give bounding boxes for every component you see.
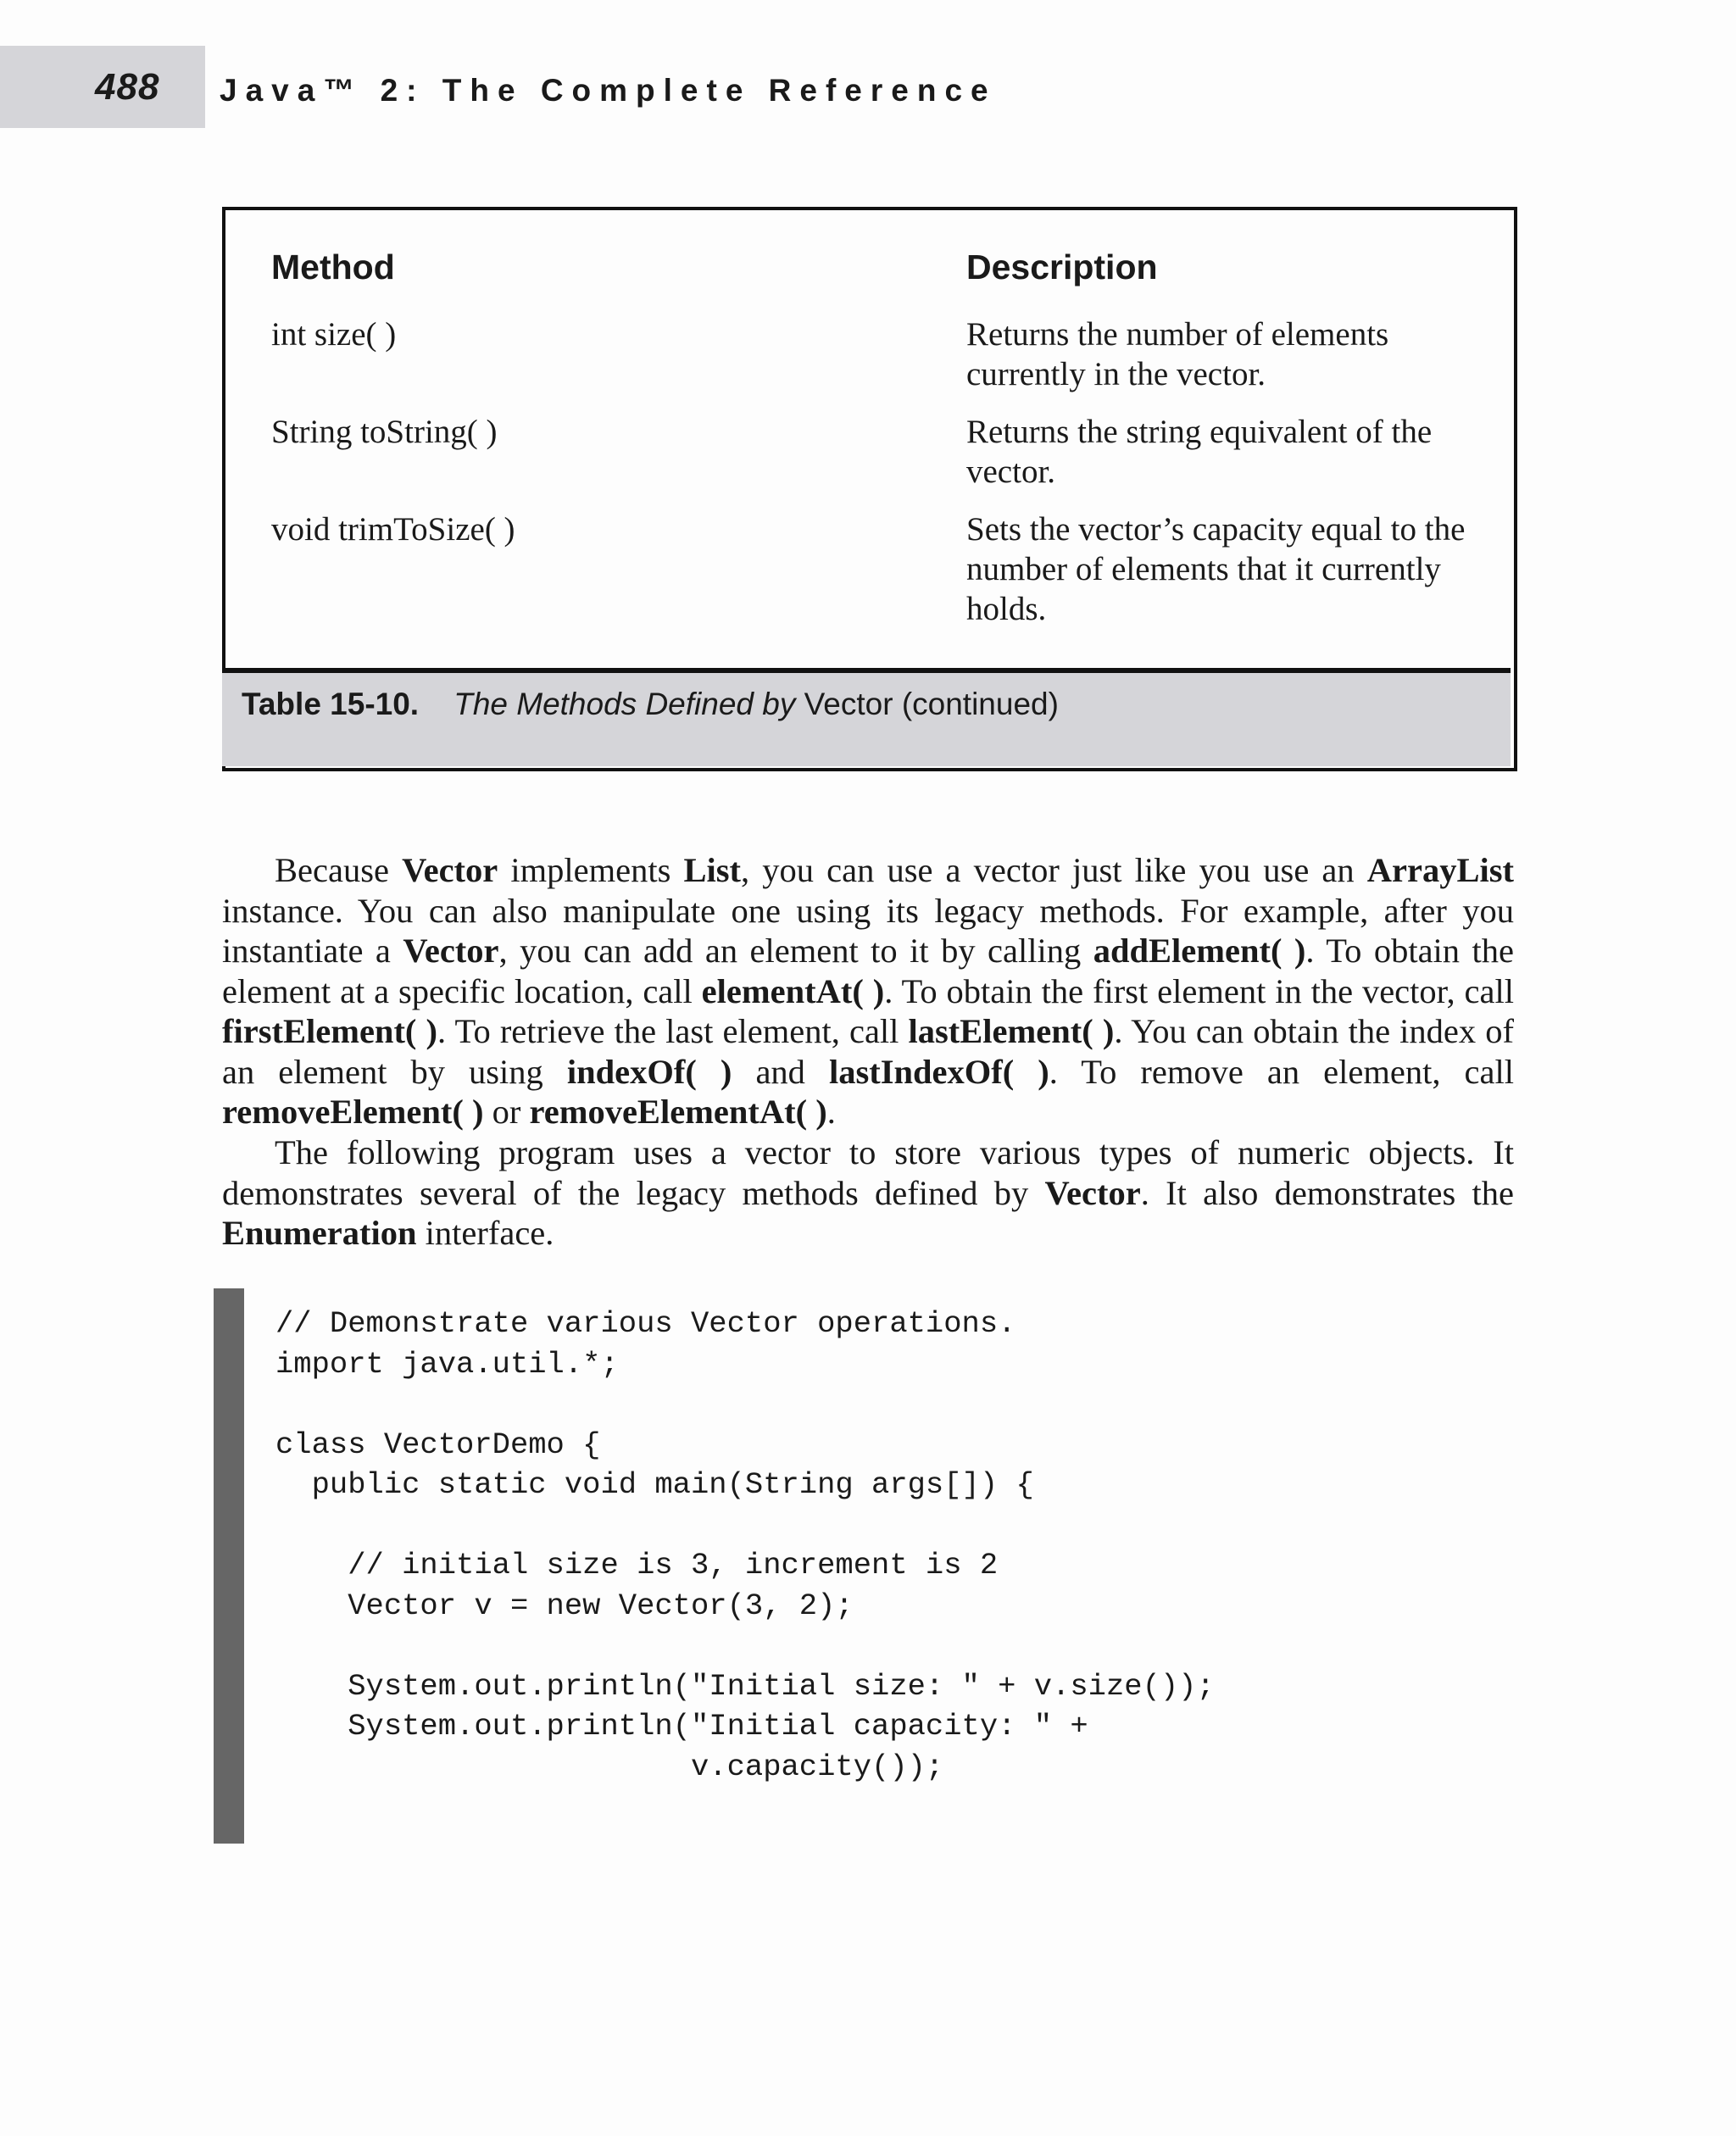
table-row-description: Returns the string equivalent of the vector. [966,414,1433,490]
code-line: class VectorDemo { [275,1427,601,1462]
bold-term: Vector [402,851,498,889]
paragraph-text: , you can add an element to it by calling [498,932,1093,970]
bold-term: List [683,851,741,889]
bold-term: ArrayList [1366,851,1514,889]
table-row-method: int size( ) [271,316,397,353]
table-row-description: Returns the number of elements currently in the vector. [966,316,1389,392]
column-header-method: Method [271,248,395,286]
code-line: v.capacity()); [275,1749,944,1784]
bold-term: lastElement( ) [908,1012,1115,1050]
paragraph-text: The following program uses a vector to store various types of numeric objects. It demonstrates several of the legacy methods defined by [222,1133,1514,1212]
code-listing-bar [214,1288,244,1844]
table-row-description: Sets the vector’s capacity equal to the number of elements that it currently holds. [966,511,1466,627]
bold-term: addElement( ) [1093,932,1306,970]
table-caption-suffix: (continued) [901,687,1059,721]
code-line [275,1384,1215,1425]
paragraph-text: or [483,1093,530,1131]
table-caption-class: Vector [804,687,893,721]
code-listing [275,1304,1215,1787]
body-paragraph [222,1132,1514,1254]
bold-term: lastIndexOf( ) [828,1052,1049,1091]
column-header-description: Description [966,248,1158,286]
code-line: System.out.println("Initial size: " + v.size()); [275,1668,1215,1704]
table-row-method: String toString( ) [271,414,498,450]
bold-term: firstElement( ) [222,1012,438,1050]
code-line: // initial size is 3, increment is 2 [275,1548,999,1583]
paragraph-text: implements [498,851,684,889]
running-title: Java™ 2: The Complete Reference [220,73,997,108]
paragraph-text: . To obtain the element at a specific location, call [222,932,1514,1010]
paragraph-text: . To remove an element, call [1049,1052,1514,1091]
paragraph-text: instance. You can also manipulate one using its legacy methods. For example, after you instantiate a [222,891,1514,970]
bold-term: elementAt( ) [701,971,885,1010]
code-line: public static void main(String args[]) { [275,1467,1034,1502]
paragraph-text: . [826,1093,836,1131]
bold-term: indexOf( ) [566,1052,732,1091]
paragraph-text: . You can obtain the index of an element by using [222,1012,1514,1091]
code-line: Vector v = new Vector(3, 2); [275,1588,854,1623]
bold-term: Enumeration [222,1214,417,1252]
table-caption-title: The Methods Defined by [453,687,796,721]
paragraph-text: , you can use a vector just like you use an [741,851,1367,889]
code-line: System.out.println("Initial capacity: " + [275,1709,1088,1744]
paragraph-text: and [732,1052,829,1091]
paragraph-text: interface. [416,1214,554,1252]
paragraph-text: Because [275,851,403,889]
paragraph-text: . It also demonstrates the [1140,1173,1514,1212]
code-line [275,1505,1215,1546]
page-number: 488 [95,66,160,108]
table-row-method: void trimToSize( ) [271,511,515,548]
code-line: import java.util.*; [275,1346,619,1382]
paragraph-text: . To retrieve the last element, call [437,1012,909,1050]
bold-term: removeElementAt( ) [529,1093,827,1131]
bold-term: Vector [403,932,499,970]
table-caption-label: Table 15-10. [242,687,420,721]
paragraph-text: . To obtain the first element in the vector, call [884,971,1514,1010]
body-paragraph [222,850,1514,1132]
bold-term: removeElement( ) [222,1093,484,1131]
code-line [275,1626,1215,1666]
table-caption [242,687,1059,722]
bold-term: Vector [1044,1173,1141,1212]
code-line: // Demonstrate various Vector operations. [275,1306,1016,1341]
